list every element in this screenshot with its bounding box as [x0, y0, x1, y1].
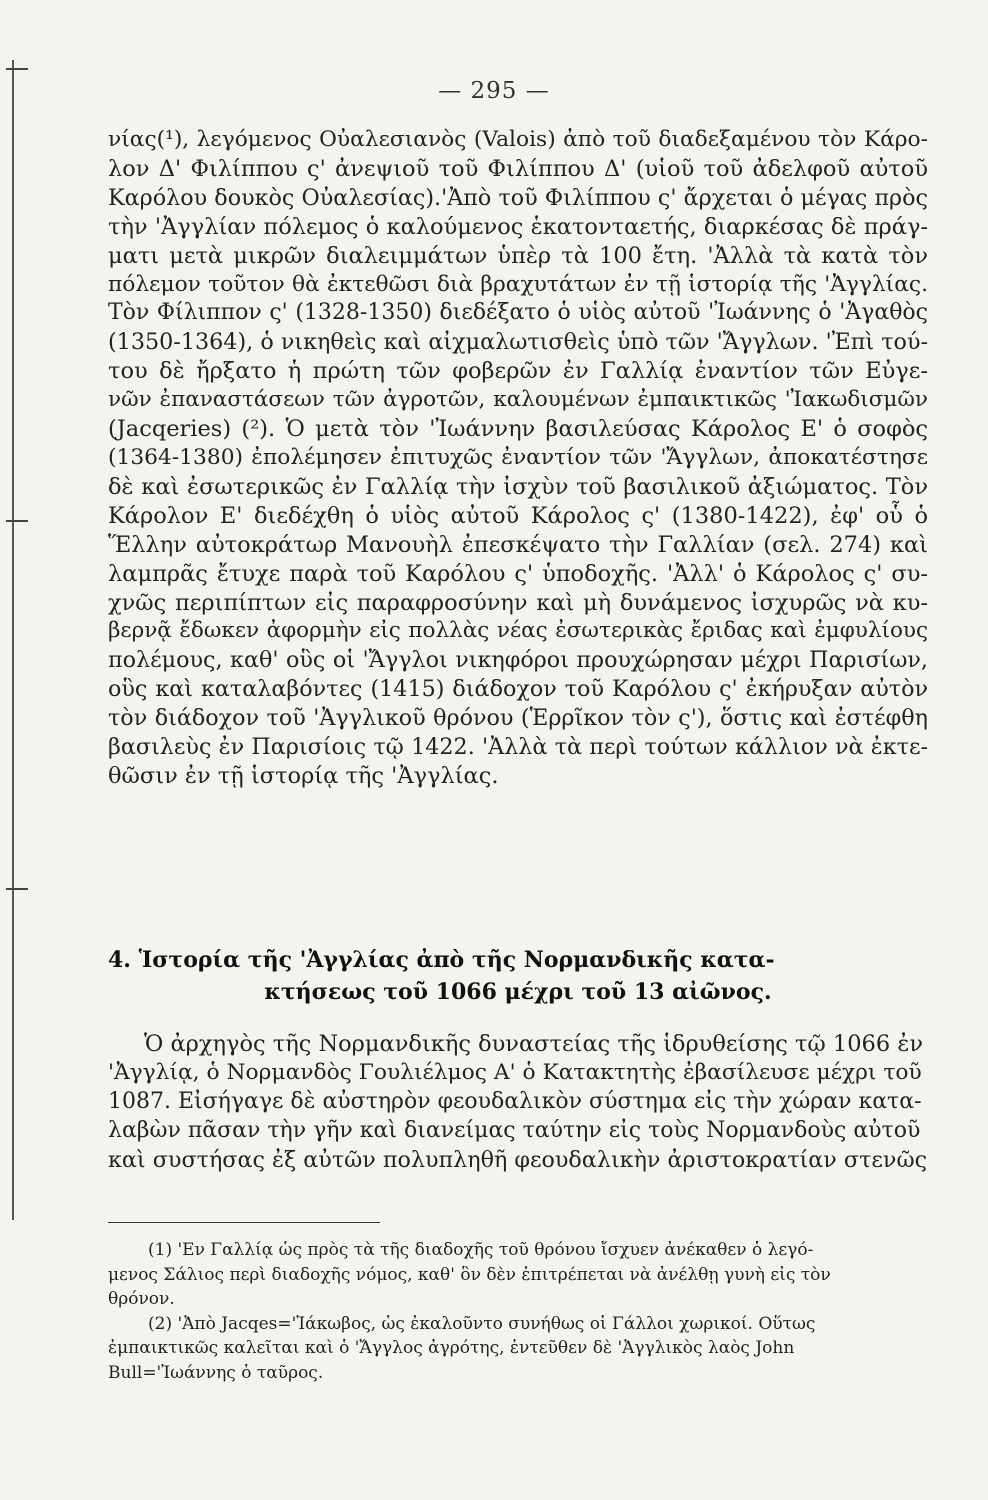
- page-number: — 295 —: [438, 78, 550, 104]
- text-line: καὶ συστήσας ἐξ αὐτῶν πολυπληθῆ φεουδαλικὴν ἀριστοκρατίαν στενῶς: [108, 1146, 928, 1173]
- edge-mark: [6, 520, 28, 522]
- footnote-2-cont: Bull='Ἰωάννης ὁ ταῦρος.: [108, 1362, 324, 1383]
- text-line: χνῶς περιπίπτων εἰς παραφροσύνην καὶ μὴ δυνάμενος ἰσχυρῶς νὰ κυ-: [108, 589, 928, 616]
- text-line: νίας(¹), λεγόμενος Οὐαλεσιανὸς (Valois) ἀπὸ τοῦ διαδεξαμένου τὸν Κάρο-: [108, 127, 928, 152]
- text-line: πολέμους, καθ' οὓς οἱ 'Ἄγγλοι νικηφόροι προυχώρησαν μέχρι Παρισίων,: [108, 647, 928, 674]
- text-line: θῶσιν ἐν τῇ ἱστορίᾳ τῆς 'Ἀγγλίας.: [108, 762, 499, 789]
- footnote-2: (2) 'Ἀπὸ Jacqes='Ἰάκωβος, ὡς ἐκαλοῦντο συνήθως οἱ Γάλλοι χωρικοί. Οὕτως: [148, 1313, 816, 1334]
- text-line: Ἕλλην αὐτοκράτωρ Μανουὴλ ἐπεσκέψατο τὴν Γαλλίαν (σελ. 274) καὶ: [108, 531, 928, 558]
- text-line: Καρόλου δουκὸς Οὐαλεσίας).'Ἀπὸ τοῦ Φιλίππου ς' ἄρχεται ὁ μέγας πρὸς: [108, 184, 928, 211]
- footnotes: [108, 1238, 928, 1385]
- footnote-1-cont: θρόνον.: [108, 1289, 175, 1309]
- footnote-1-cont: μενος Σάλιος περὶ διαδοχῆς νόμος, καθ' ὃν δὲν ἐπιτρέπεται νὰ ἀνέλθῃ γυνὴ εἰς τὸν: [108, 1264, 831, 1285]
- text-line: (1350-1364), ὁ νικηθεὶς καὶ αἰχμαλωτισθεὶς ὑπὸ τῶν 'Ἄγγλων. 'Ἐπὶ τού-: [108, 329, 928, 356]
- text-line: οὓς καὶ καταλαβόντες (1415) διάδοχον τοῦ Καρόλου ς' ἐκήρυξαν αὐτὸν: [108, 676, 928, 703]
- footnote-2-cont: ἐμπαικτικῶς καλεῖται καὶ ὁ 'Ἄγγλος ἀγρότης, ἐντεῦθεν δὲ 'Ἀγγλικὸς λαὸς John: [108, 1338, 795, 1358]
- text-line: δὲ καὶ ἐσωτερικῶς ἐν Γαλλίᾳ τὴν ἰσχὺν τοῦ βασιλικοῦ ἀξιώματος. Τὸν: [108, 473, 928, 500]
- text-line: ματι μετὰ μικρῶν διαλειμμάτων ὑπὲρ τὰ 100 ἔτη. 'Ἀλλὰ τὰ κατὰ τὸν: [108, 242, 928, 269]
- section-heading: [108, 944, 928, 1008]
- text-line: τὴν 'Ἀγγλίαν πόλεμος ὁ καλούμενος ἑκατονταετής, διαρκέσας δὲ πράγ-: [108, 213, 928, 240]
- text-line: λαβὼν πᾶσαν τὴν γῆν καὶ διανείμας ταύτην εἰς τοὺς Νορμανδοὺς αὐτοῦ: [108, 1117, 921, 1143]
- edge-mark: [6, 888, 28, 890]
- text-line: λαμπρᾶς ἔτυχε παρὰ τοῦ Καρόλου ς' ὑποδοχῆς. 'Ἀλλ' ὁ Κάρολος ς' συ-: [108, 560, 928, 587]
- edge-mark: [6, 68, 28, 70]
- text-line: 'Ἀγγλίᾳ, ὁ Νορμανδὸς Γουλιέλμος Α' ὁ Κατακτητὴς ἐβασίλευσε μέχρι τοῦ: [108, 1059, 922, 1085]
- paragraph-continued: [108, 126, 928, 791]
- footnote-divider: [108, 1222, 380, 1223]
- text-line: νῶν ἐπαναστάσεων τῶν ἀγροτῶν, καλουμένων ἐμπαικτικῶς 'Ἰακωδισμῶν: [108, 387, 928, 413]
- text-line: του δὲ ἤρξατο ἡ πρώτη τῶν φοβερῶν ἐν Γαλλίᾳ ἐναντίον τῶν Εὐγε-: [108, 358, 928, 385]
- text-line: 1087. Εἰσήγαγε δὲ αὐστηρὸν φεουδαλικὸν σύστημα εἰς τὴν χώραν κατα-: [108, 1088, 922, 1114]
- footnote-1: (1) 'Εν Γαλλίᾳ ὡς πρὸς τὰ τῆς διαδοχῆς τοῦ θρόνου ἴσχυεν ἀνέκαθεν ὁ λεγό-: [148, 1240, 814, 1260]
- text-line: πόλεμον τοῦτον θὰ ἐκτεθῶσι διὰ βραχυτάτων ἐν τῇ ἱστορίᾳ τῆς 'Ἀγγλίας.: [108, 271, 928, 297]
- text-line: βασιλεὺς ἐν Παρισίοις τῷ 1422. 'Ἀλλὰ τὰ περὶ τούτων κάλλιον νὰ ἐκτε-: [108, 734, 928, 761]
- binding-edge: [12, 60, 14, 1220]
- text-line: (1364-1380) ἐπολέμησεν ἐπιτυχῶς ἐναντίον τῶν 'Ἄγγλων, ἀποκατέστησε: [108, 444, 928, 470]
- section-heading-line: 4. Ἱστορία τῆς 'Ἀγγλίας ἀπὸ τῆς Νορμανδικῆς κατα-: [108, 947, 775, 973]
- section-heading-line: κτήσεως τοῦ 1066 μέχρι τοῦ 13 αἰῶνος.: [264, 979, 772, 1005]
- text-line: τὸν διάδοχον τοῦ 'Ἀγγλικοῦ θρόνου (Ἑρρῖκον τὸν ς'), ὅστις καὶ ἐστέφθη: [108, 705, 928, 732]
- text-line: Ὁ ἀρχηγὸς τῆς Νορμανδικῆς δυναστείας τῆς ἱδρυθείσης τῷ 1066 ἐν: [144, 1031, 924, 1057]
- text-line: (Jacqeries) (²). Ὁ μετὰ τὸν 'Ἰωάννην βασιλεύσας Κάρολος Ε' ὁ σοφὸς: [108, 416, 928, 443]
- text-line: λον Δ' Φιλίππου ς' ἀνεψιοῦ τοῦ Φιλίππου Δ' (υἱοῦ τοῦ ἀδελφοῦ αὐτοῦ: [108, 155, 928, 182]
- section-paragraph: [108, 1030, 928, 1175]
- text-line: Τὸν Φίλιππον ς' (1328-1350) διεδέξατο ὁ υἱὸς αὐτοῦ 'Ἰωάννης ὁ 'Ἀγαθὸς: [108, 300, 928, 326]
- text-line: Κάρολον Ε' διεδέχθη ὁ υἱὸς αὐτοῦ Κάρολος ς' (1380-1422), ἐφ' οὗ ὁ: [108, 502, 928, 529]
- text-line: βερνᾷ ἔδωκεν ἀφορμὴν εἰς πολλὰς νέας ἐσωτερικὰς ἔριδας καὶ ἐμφυλίους: [108, 618, 928, 644]
